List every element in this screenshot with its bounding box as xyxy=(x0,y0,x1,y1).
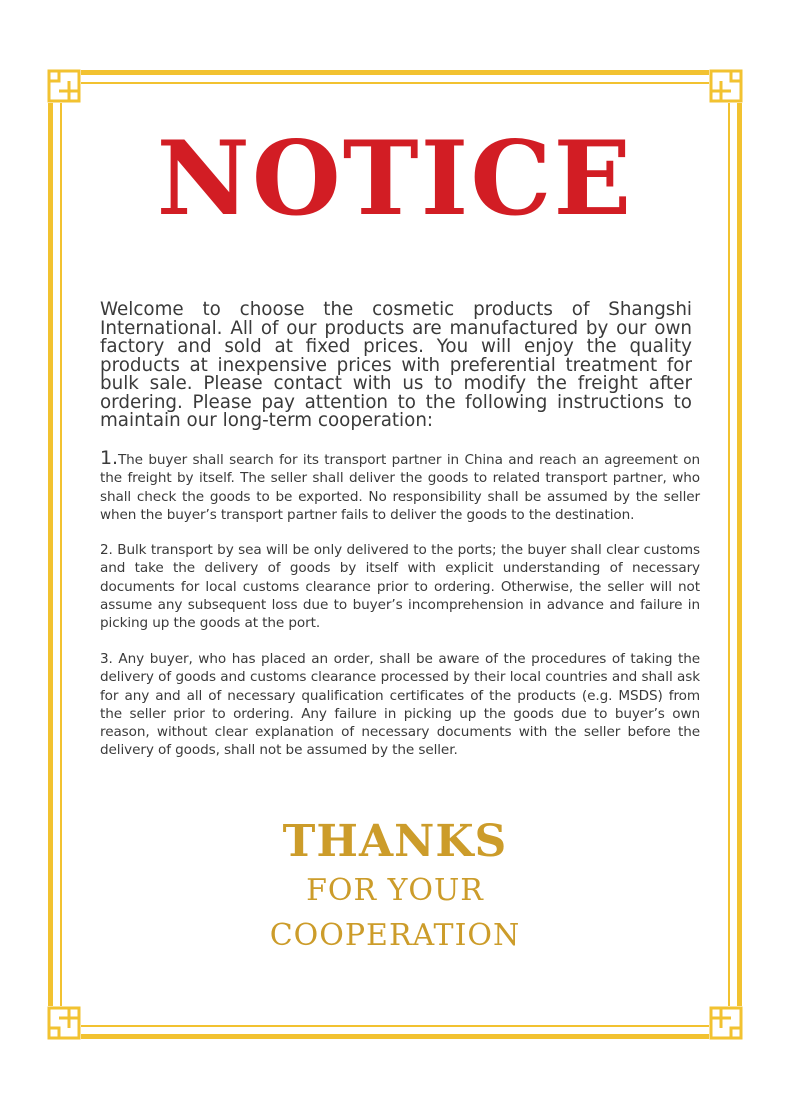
intro-paragraph: Welcome to choose the cosmetic products of Shangshi International. All of our products are manufactured by our own factory and sold at fixed prices. You will enjoy the quality products at inexpensive prices with preferential treatment for bulk sale. Please contact with us to modify the freight after ordering. Please pay attention to the following instructions to maintain our long-term cooperation: xyxy=(100,299,692,431)
clause-2-number: 2. xyxy=(100,542,113,558)
bottom-left-corner-ornament-icon xyxy=(47,1006,81,1040)
top-right-corner-ornament-icon xyxy=(709,69,743,103)
notice-title: NOTICE xyxy=(156,119,634,239)
clause-3-number: 3. xyxy=(100,651,113,667)
thanks-heading: THANKS xyxy=(282,816,508,867)
clause-1 xyxy=(100,449,700,524)
for-your-text: FOR YOUR xyxy=(306,873,484,908)
cooperation-text: COOPERATION xyxy=(269,918,521,953)
clause-3 xyxy=(100,650,700,760)
clause-2-text: Bulk transport by sea will be only delivered to the ports; the buyer shall clear customs and take the delivery of goods by itself with explicit understanding of necessary documents for local customs clearance prior to ordering. Otherwise, the seller will not assume any subsequent loss due to buyer’s incomprehension in advance and failure in picking up the goods at the port. xyxy=(100,542,700,632)
top-left-corner-ornament-icon xyxy=(47,69,81,103)
clause-1-text: The buyer shall search for its transport partner in China and reach an agreement on the freight by itself. The seller shall deliver the goods to related transport partner, who shall check the goods to be exported. No responsibility shall be assumed by the seller when the buyer’s transport partner fails to deliver the goods to the destination. xyxy=(100,452,700,523)
clause-1-number: 1. xyxy=(100,447,118,469)
bottom-right-corner-ornament-icon xyxy=(709,1006,743,1040)
clause-3-text: Any buyer, who has placed an order, shall be aware of the procedures of taking the delivery of goods and customs clearance processed by their local countries and shall ask for any and all of necessary qualification certificates of the products (e.g. MSDS) from the seller prior to ordering. Any failure in picking up the goods due to buyer’s own reason, without clear explanation of necessary documents with the seller before the delivery of goods, shall not be assumed by the seller. xyxy=(100,651,700,759)
clause-2 xyxy=(100,541,700,632)
